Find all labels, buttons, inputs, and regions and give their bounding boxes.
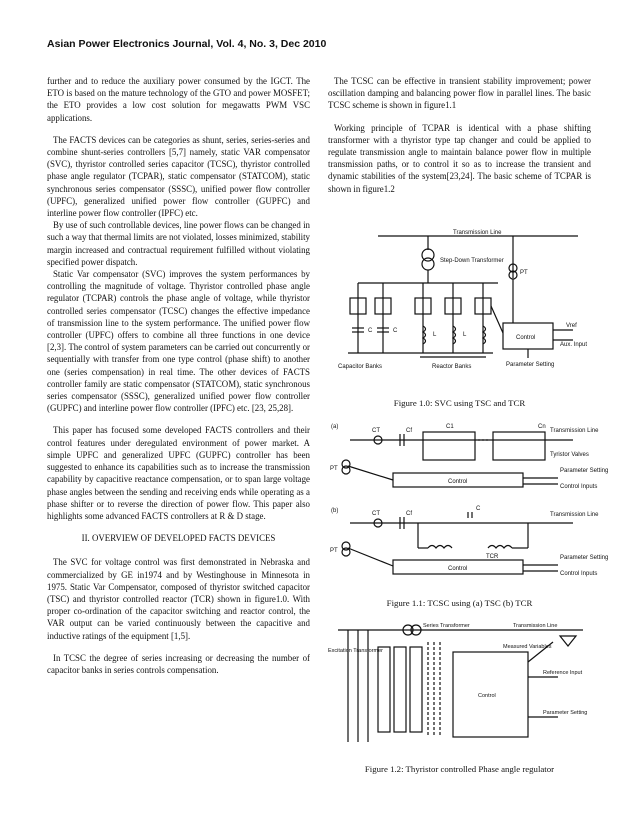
paragraph: Working principle of TCPAR is identical with a phase shifting transformer with a thyristor type tap changer and could be applied to regulate transmission angle to maintain balance power flow in multiple transmission paths, or to control it so as to increase the transient and dynamic stabilities of the system[23,24]. The basic scheme of TCPAR is shown in figure1.2 — [328, 122, 591, 194]
left-column — [47, 75, 310, 686]
figure-tcsc-diagram — [328, 418, 609, 586]
tcsc-cn-label: Cn — [538, 424, 546, 430]
svc-l-label: L — [463, 332, 467, 338]
svc-aux-label: Aux. Input — [560, 342, 588, 348]
paragraph: The TCSC can be effective in transient stability improvement; power oscillation damping and balancing power flow in parallel lines. The basic TCSC scheme is shown in figure1.1 — [328, 76, 591, 111]
journal-header: Asian Power Electronics Journal, Vol. 4, No. 3, Dec 2010 — [47, 38, 327, 50]
tcsc-line-label: Transmission Line — [550, 428, 599, 434]
figure-caption: Figure 1.1: TCSC using (a) TSC (b) TCR — [386, 598, 533, 608]
tcsc-ct-label: CT — [372, 428, 380, 434]
tcsc-c1-label: C1 — [446, 424, 454, 430]
tcsc-pt-label: PT — [330, 466, 338, 472]
tcsc-ct-label: CT — [372, 511, 380, 517]
tcpar-line-label: Transmission Line — [513, 623, 558, 629]
paragraph: By use of such controllable devices, line power flows can be changed in such a way that thermal limits are not violated, losses minimized, stability margin increased and contractual requirement fulfilled without violating specified power dispatch. — [47, 220, 310, 267]
tcsc-b-label: (b) — [331, 508, 339, 514]
tcsc-valves-label: Tyristor Valves — [550, 452, 589, 458]
paragraph: The SVC for voltage control was first demonstrated in Nebraska and commercialized by GE in1974 and by Westinghouse in Minnesota in 1975. Static Var Compensator, composed of thyristor switched capacitor (TSC) and thyristor controlled reactor (TCR) shown in figure1.0. With proper co-ordination of the capacitor switching and reactor control, the VAR output can be varied continuously between the capacitive and inductive ratings of the equipment [1,5]. — [47, 557, 310, 641]
right-column — [328, 75, 591, 205]
figure-tcpar-diagram — [328, 622, 591, 752]
tcsc-pt-label: PT — [330, 548, 338, 554]
tcsc-cf-label: Cf — [406, 428, 412, 434]
tcsc-cf-label: Cf — [406, 511, 412, 517]
svc-transformer-label: Step-Down Transformer — [440, 258, 504, 264]
tcsc-param-label: Parameter Setting — [560, 468, 609, 474]
svc-l-label: L — [433, 332, 437, 338]
paragraph: Static Var compensator (SVC) improves the system performances by controlling the magnitude of voltage. Thyristor controlled phase angle regulator (TCPAR) controls the phase angle of voltage, while thyristor controlled series compensator (TCSC) changes the effective impedance of transmission line to the system performance. The unified power flow controller (UPFC) offers to combine all three functions in one device [2,3]. The control of system parameters can be carried out concurrently or sequentially with transfer from one type control (phase shift) to another one (series compensation) in real time. The other devices of FACTS controller family are static compensator (STATCOM), static synchronous series compensator (SSSC), generalized unified power flow controller (GUPFC) and interline power flow controller (IPFC) etc. [23, 25,28]. — [47, 269, 310, 414]
svc-vref-label: Vref — [566, 323, 577, 329]
svc-c-label: C — [393, 328, 398, 334]
tcsc-a-label: (a) — [331, 424, 339, 430]
tcsc-param-label: Parameter Setting — [560, 555, 609, 561]
tcsc-tcr-label: TCR — [486, 554, 499, 560]
paragraph: The FACTS devices can be categories as shunt, series, series-series and combine shunt-series controllers [5,7] namely, static VAR compensator (SVC), thyristor controlled series capacitor (TCSC), thyristor controlled phase angle regulator (TCPAR), static compensator (STATCOM), static synchronous series compensator (SSSC), unified power flow controller (UPFC), generalized unified power flow controller (GUPFC) and interline power flow controller (IPFC) etc. — [47, 134, 310, 219]
tcpar-measured-label: Measured Variables — [503, 644, 552, 650]
tcsc-c-label: C — [476, 506, 481, 512]
svc-pt-label: PT — [520, 270, 528, 276]
tcpar-control-label: Control — [478, 693, 496, 699]
figure-caption: Figure 1.2: Thyristor controlled Phase angle regulator — [364, 764, 555, 774]
paragraph: In TCSC the degree of series increasing or decreasing the number of capacitor banks in series controls compensation. — [47, 652, 310, 675]
tcpar-param-label: Parameter Setting — [543, 710, 588, 716]
figure-caption: Figure 1.0: SVC using TSC and TCR — [393, 398, 526, 408]
tcsc-inputs-label: Control Inputs — [560, 484, 598, 490]
svc-reactor-banks-label: Reactor Banks — [432, 364, 472, 370]
figure-svc-diagram — [328, 228, 591, 388]
tcsc-inputs-label: Control Inputs — [560, 571, 598, 577]
section-heading: II. OVERVIEW OF DEVELOPED FACTS DEVICES — [81, 533, 276, 544]
svc-line-label: Transmission Line — [453, 230, 502, 236]
tcpar-reference-label: Reference Input — [543, 670, 583, 676]
tcsc-line-label: Transmission Line — [550, 512, 599, 518]
svc-param-label: Parameter Setting — [506, 362, 555, 368]
tcsc-control-label: Control — [448, 566, 468, 572]
svc-control-label: Control — [516, 335, 536, 341]
paragraph: This paper has focused some developed FACTS controllers and their control features under deregulated environment of power market. A simple UPFC and generalized UPFC (GUPFC) controller has been suggested to enhance its capabilities such as to increase the transmission capability by capacitive reactance compensation, or to span large voltage phase angles between the sending and receiving ends while operating as a phase shifter or to reverse the direction of power flow. This paper also highlights some advanced FACTS controllers at R & D stage. — [47, 425, 310, 521]
svc-cap-banks-label: Capacitor Banks — [338, 364, 383, 370]
paragraph: further and to reduce the auxiliary power consumed by the IGCT. The ETO is based on the mature technology of the GTO and power MOSFET; the ETO provides a low cost solution for megawatts PWM VSC applications. — [47, 76, 310, 123]
tcpar-series-tx-label: Series Transformer — [423, 623, 470, 629]
tcpar-excitation-label: Excitation Transformer — [328, 648, 384, 654]
svc-c-label: C — [368, 328, 373, 334]
tcsc-control-label: Control — [448, 479, 468, 485]
